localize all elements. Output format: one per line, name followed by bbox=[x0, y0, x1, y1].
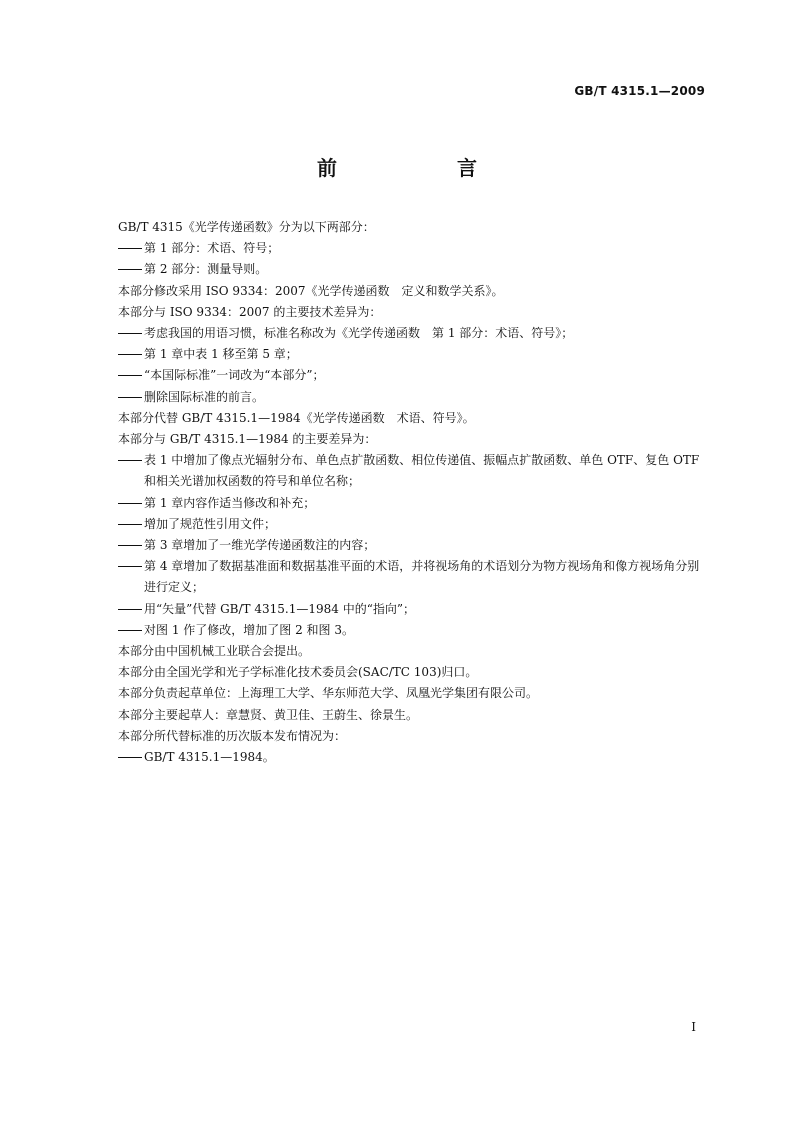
list-item bbox=[118, 556, 708, 598]
list-item bbox=[118, 323, 708, 344]
em-dash-marker bbox=[118, 556, 144, 598]
page-title: 前 言 bbox=[317, 156, 527, 180]
list-item-text: 增加了规范性引用文件； bbox=[144, 516, 277, 531]
list-item bbox=[118, 747, 708, 768]
paragraph: 本部分修改采用 ISO 9334：2007《光学传递函数 定义和数学关系》。 bbox=[118, 283, 504, 298]
list-item bbox=[118, 535, 708, 556]
em-dash-marker bbox=[118, 599, 144, 620]
list-item-text: “本国际标准”一词改为“本部分”； bbox=[144, 368, 325, 383]
list-item-text: 考虑我国的用语习惯，标准名称改为《光学传递函数 第 1 部分：术语、符号》； bbox=[144, 326, 574, 341]
list-item bbox=[118, 238, 708, 259]
list-item-text: 用“矢量”代替 GB/T 4315.1—1984 中的“指向”； bbox=[144, 601, 415, 616]
paragraph: 本部分与 ISO 9334：2007 的主要技术差异为： bbox=[118, 304, 382, 319]
list-item-text: 第 1 章中表 1 移至第 5 章； bbox=[144, 347, 298, 362]
list-item bbox=[118, 514, 708, 535]
em-dash-marker bbox=[118, 535, 144, 556]
paragraph: GB/T 4315《光学传递函数》分为以下两部分： bbox=[118, 220, 375, 234]
em-dash-marker bbox=[118, 493, 144, 514]
page-number: I bbox=[691, 1020, 696, 1034]
em-dash-marker bbox=[118, 238, 144, 259]
list-item-text: GB/T 4315.1—1984。 bbox=[144, 750, 275, 765]
list-item bbox=[118, 365, 708, 386]
list-item bbox=[118, 450, 708, 492]
list-item bbox=[118, 493, 708, 514]
em-dash-marker bbox=[118, 259, 144, 280]
em-dash-marker bbox=[118, 365, 144, 386]
em-dash-marker bbox=[118, 387, 144, 408]
em-dash-marker bbox=[118, 344, 144, 365]
paragraph: 本部分所代替标准的历次版本发布情况为： bbox=[118, 728, 347, 743]
em-dash-marker bbox=[118, 620, 144, 641]
list-item-text: 对图 1 作了修改，增加了图 2 和图 3。 bbox=[144, 622, 354, 637]
list-item-text: 第 1 章内容作适当修改和补充； bbox=[144, 495, 316, 510]
list-item-text: 第 4 章增加了数据基准面和数据基准平面的术语，并将视场角的术语划分为物方视场角和像方视场角分别进行定义； bbox=[144, 559, 700, 595]
em-dash-marker bbox=[118, 514, 144, 535]
list-item bbox=[118, 599, 708, 620]
em-dash-marker bbox=[118, 747, 144, 768]
em-dash-marker bbox=[118, 450, 144, 492]
list-item-text: 第 2 部分：测量导则。 bbox=[144, 262, 268, 277]
paragraph: 本部分由中国机械工业联合会提出。 bbox=[118, 644, 311, 659]
em-dash-marker bbox=[118, 323, 144, 344]
paragraph: 本部分代替 GB/T 4315.1—1984《光学传递函数 术语、符号》。 bbox=[118, 410, 475, 425]
standard-code: GB/T 4315.1—2009 bbox=[574, 84, 705, 98]
paragraph: 本部分与 GB/T 4315.1—1984 的主要差异为： bbox=[118, 432, 377, 447]
list-item-text: 表 1 中增加了像点光辐射分布、单色点扩散函数、相位传递值、振幅点扩散函数、单色 OTF、复色 OTF 和相关光谱加权函数的符号和单位名称； bbox=[144, 453, 700, 489]
document-body bbox=[118, 217, 708, 768]
list-item-text: 删除国际标准的前言。 bbox=[144, 389, 265, 404]
list-item bbox=[118, 259, 708, 280]
list-item bbox=[118, 344, 708, 365]
list-item-text: 第 1 部分：术语、符号； bbox=[144, 241, 280, 256]
paragraph: 本部分由全国光学和光子学标准化技术委员会(SAC/TC 103)归口。 bbox=[118, 665, 478, 680]
paragraph: 本部分负责起草单位：上海理工大学、华东师范大学、凤凰光学集团有限公司。 bbox=[118, 686, 539, 701]
paragraph: 本部分主要起草人：章慧贤、黄卫佳、王蔚生、徐景生。 bbox=[118, 707, 419, 722]
list-item bbox=[118, 387, 708, 408]
list-item bbox=[118, 620, 708, 641]
list-item-text: 第 3 章增加了一维光学传递函数注的内容； bbox=[144, 538, 376, 553]
